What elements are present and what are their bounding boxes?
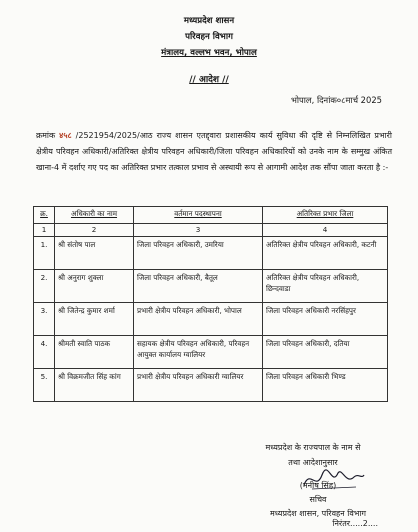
dateline: भोपाल, दिनांक०८मार्च 2025 [290,95,382,105]
authority-line-1: मध्यप्रदेश के राज्यपाल के नाम से [265,443,361,452]
row-current: जिला परिवहन अधिकारी, उमरिया [134,237,263,270]
row-sn: 1. [34,237,55,270]
col-header-sn: क्र. [34,207,55,224]
col-header-current: वर्तमान पदस्थापना [134,207,263,224]
header-government: मध्यप्रदेश शासन [183,16,235,26]
order-paragraph [36,128,392,176]
row-sn: 2. [34,270,55,303]
signatory-name: (मनीष सिंह) [299,481,337,490]
assignment-table [33,206,388,402]
row-additional: अतिरिक्त क्षेत्रीय परिवहन अधिकारी, छिन्दवाडा [263,270,388,303]
row-name: श्री विक्रमजीत सिंह कांग [55,369,134,402]
order-title: // आदेश // [189,75,229,85]
row-current: सहायक क्षेत्रीय परिवहन अधिकारी, परिवहन आयुक्त कार्यालय ग्वालियर [134,336,263,369]
order-prefix: क्रमांक [36,131,60,140]
table-row [34,237,388,270]
table-header-row [34,207,388,224]
row-current: प्रभारी क्षेत्रीय परिवहन अधिकारी, भोपाल [134,303,263,336]
col-number: 4 [263,224,388,237]
table-row [34,303,388,336]
col-header-additional: अतिरिक्त प्रभार जिला [263,207,388,224]
handwritten-number: ४५८ [59,131,72,140]
row-additional: जिला परिवहन अधिकारी, दतिया [263,336,388,369]
row-current: जिला परिवहन अधिकारी, बैतूल [134,270,263,303]
header-address: मंत्रालय, वल्लभ भवन, भोपाल [161,48,257,58]
col-number: 1 [34,224,55,237]
table-number-row [34,224,388,237]
col-number: 2 [55,224,134,237]
row-additional: अतिरिक्त क्षेत्रीय परिवहन अधिकारी, कटनी [263,237,388,270]
signatory-department: मध्यप्रदेश शासन, परिवहन विभाग [270,509,366,518]
row-name: श्रीमती स्वाति पाठक [55,336,134,369]
row-name: श्री अनुराग शुक्ला [55,270,134,303]
header-department: परिवहन विभाग [185,32,233,42]
row-name: श्री जितेन्द्र कुमार शर्मा [55,303,134,336]
row-sn: 4. [34,336,55,369]
row-additional: जिला परिवहन अधिकारी भिण्ड [263,369,388,402]
table-row [34,270,388,303]
row-current: प्रभारी क्षेत्रीय परिवहन अधिकारी ग्वालियर [134,369,263,402]
col-header-name: अधिकारी का नाम [55,207,134,224]
col-number: 3 [134,224,263,237]
row-name: श्री संतोष पाल [55,237,134,270]
row-sn: 3. [34,303,55,336]
row-sn: 5. [34,369,55,402]
table-row [34,369,388,402]
row-additional: जिला परिवहन अधिकारी नरसिंहपुर [263,303,388,336]
order-body: /2521954/2025/आठ राज्य शासन एतद्द्वारा प्रशासकीय कार्य सुविधा की दृष्टि से निम्नलिखित प्रभारी क्षेत्रीय परिवहन अधिकारी/अतिरिक्त क्षेत्रीय परिवहन अधिकारी/जिला परिवहन अधिकारियों को उनके नाम के सम्मुख अंकित खाना-4 में दर्शाए गए पद का अतिरिक्त प्रभार तत्काल प्रभाव से अस्थायी रूप से आगामी आदेश तक सौंपा जाता करता है :- [36,131,393,172]
continuation-note: निरंतर.....2.... [332,519,378,528]
signatory-title: सचिव [309,495,327,504]
authority-line-2: तथा आदेशानुसार [288,458,338,467]
table-row [34,336,388,369]
